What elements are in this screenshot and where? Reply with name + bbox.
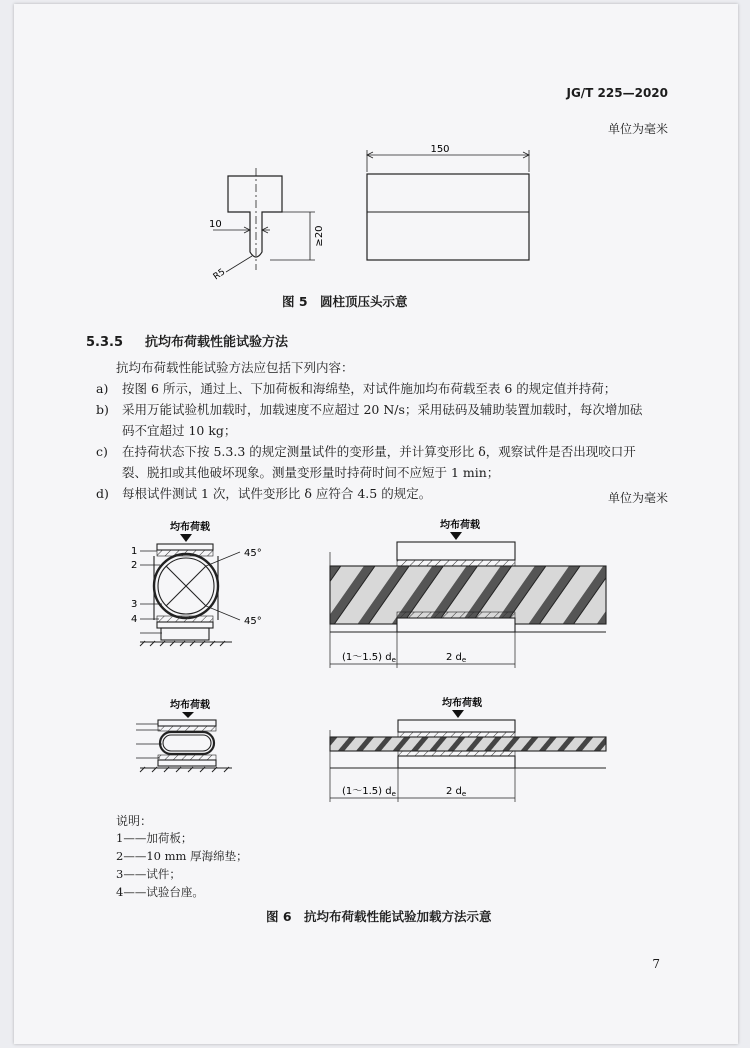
- list-item-b-cont: 码不宜超过 10 kg；: [122, 423, 237, 438]
- figure6-drawing: [0, 500, 750, 820]
- list-item-text: 按图 6 所示，通过上、下加荷板和海绵垫，对试件施加均布荷载至表 6 的规定值并持荷；: [122, 381, 617, 396]
- fig6b-dim-left: (1～1.5) $d_e$: [342, 652, 396, 664]
- fig5-dim-height: ≥20: [314, 225, 325, 247]
- list-item-label: c): [96, 444, 108, 459]
- list-item-label: d): [96, 486, 109, 501]
- legend-item-3: 3——试件；: [116, 867, 181, 881]
- part-number-2: 2: [131, 560, 138, 571]
- list-item-text: 采用万能试验机加载时，加载速度不应超过 20 N/s；采用砝码及辅助装置加载时，每次增加砝: [122, 402, 643, 417]
- section-title: 抗均布荷载性能试验方法: [145, 335, 289, 350]
- fig6d-dim-left: (1～1.5) $d_e$: [342, 786, 396, 798]
- section-number: 5.3.5: [86, 335, 124, 350]
- list-item-c-cont: 裂、脱扣或其他破坏现象。测量变形量时持荷时间不应短于 1 min；: [122, 465, 500, 480]
- fig6a-angle-bottom: 45°: [244, 616, 262, 627]
- list-item-c: [96, 441, 636, 462]
- fig6c-load-label: 均布荷载: [170, 700, 210, 711]
- legend-item-1: 1——加荷板；: [116, 831, 193, 845]
- part-number-3: 3: [131, 599, 138, 610]
- fig6a-angle-top: 45°: [244, 548, 262, 559]
- fig5-dim-width: 150: [430, 144, 450, 155]
- figure5-drawing: [0, 0, 750, 300]
- fig6d-dim-right: 2 $d_e$: [446, 786, 467, 798]
- fig6b-dim-right: 2 $d_e$: [446, 652, 467, 664]
- list-item-text: 在持荷状态下按 5.3.3 的规定测量试件的变形量，并计算变形比 δ，观察试件是否出现咬口开: [122, 444, 636, 459]
- list-item-text: 每根试件测试 1 次，试件变形比 δ 应符合 4.5 的规定。: [122, 486, 432, 501]
- figure5-caption: 图 5 圆柱顶压头示意: [282, 294, 408, 309]
- fig6b-load-label: 均布荷载: [440, 520, 480, 531]
- page-number: 7: [652, 957, 660, 971]
- legend-item-4: 4——试验台座。: [116, 885, 204, 899]
- figure6-caption: 图 6 抗均布荷载性能试验加载方法示意: [266, 909, 492, 924]
- legend-item-2: 2——10 mm 厚海绵垫；: [116, 849, 248, 863]
- figure6-unit-note: 单位为毫米: [607, 491, 668, 505]
- list-item-label: b): [96, 402, 109, 417]
- figure5-unit-note: 单位为毫米: [607, 122, 668, 136]
- list-item-label: a): [96, 381, 109, 396]
- fig6d-load-label: 均布荷载: [442, 698, 482, 709]
- fig5-dim-radius: R5: [211, 267, 228, 283]
- figure6-legend-title: 说明：: [116, 814, 153, 828]
- list-item-b: [96, 399, 642, 420]
- section-heading: [86, 331, 288, 350]
- list-item-a: [96, 378, 616, 399]
- part-number-4: 4: [131, 614, 138, 625]
- standard-code: JG/T 225—2020: [566, 86, 668, 100]
- fig6a-load-label: 均布荷载: [170, 522, 210, 533]
- part-number-1: 1: [131, 546, 138, 557]
- section-intro: 抗均布荷载性能试验方法应包括下列内容：: [116, 360, 354, 375]
- fig5-dim-stem: 10: [209, 219, 222, 230]
